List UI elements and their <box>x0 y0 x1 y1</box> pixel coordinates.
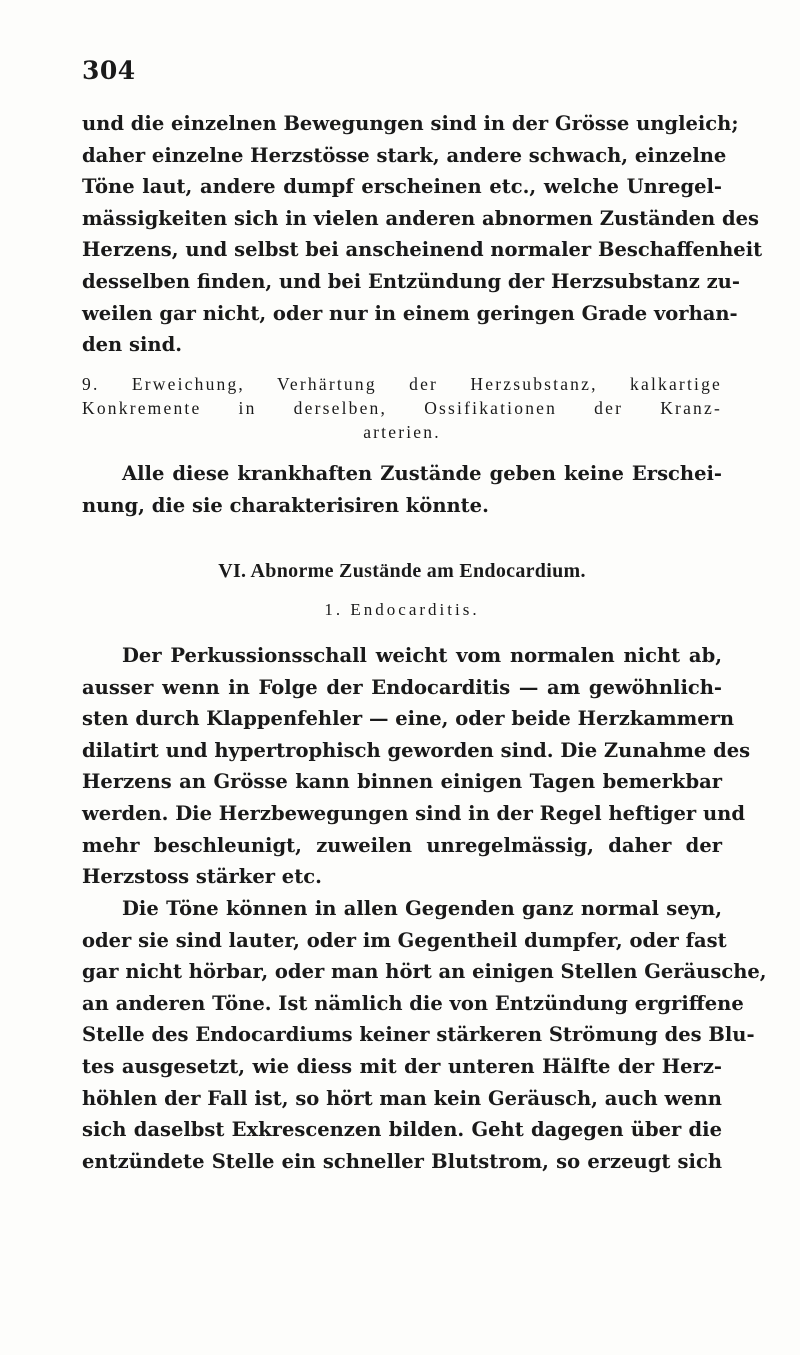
text-line: und die einzelnen Bewegungen sind in der Grösse ungleich; <box>82 112 739 135</box>
paragraph-1 <box>82 108 763 361</box>
text-line: Töne laut, andere dumpf erscheinen etc., welche Unregel- <box>82 175 722 199</box>
text-line: oder sie sind lauter, oder im Gegentheil dumpfer, oder fast <box>82 928 727 952</box>
text-line: Herzens an Grösse kann binnen einigen Tagen bemerkbar <box>82 770 722 794</box>
chapter-title: VI. Abnorme Zustände am Endocardium. <box>218 560 586 582</box>
paragraph-4 <box>82 893 767 1177</box>
text-line: daher einzelne Herzstösse stark, andere schwach, einzelne <box>82 143 727 167</box>
text-line: gar nicht hörbar, oder man hört an einigen Stellen Geräusche, <box>82 960 767 984</box>
text-line: weilen gar nicht, oder nur in einem geringen Grade vorhan- <box>82 301 738 325</box>
text-line: Die Töne können in allen Gegenden ganz normal seyn, <box>122 897 722 920</box>
text-line: tes ausgesetzt, wie diess mit der unteren Hälfte der Herz- <box>82 1054 722 1078</box>
text-line: Alle diese krankhaften Zustände geben keine Erschei- <box>122 462 722 485</box>
text-line: sten durch Klappenfehler — eine, oder beide Herzkammern <box>82 707 735 731</box>
text-line: den sind. <box>82 333 182 357</box>
page-number: 304 <box>82 56 136 85</box>
section-9-heading <box>82 372 722 444</box>
heading-line: Konkremente in derselben, Ossifikationen der Kranz- <box>82 398 722 418</box>
paragraph-3 <box>82 640 751 893</box>
text-line: entzündete Stelle ein schneller Blutstrom, so erzeugt sich <box>82 1149 722 1173</box>
heading-line: arterien. <box>363 422 441 442</box>
text-line: Herzstoss stärker etc. <box>82 865 322 889</box>
text-line: ausser wenn in Folge der Endocarditis — am gewöhnlich- <box>82 675 722 699</box>
section-subtitle: 1. Endocarditis. <box>324 600 480 619</box>
heading-line: 9. Erweichung, Verhärtung der Herzsubstanz, kalkartige <box>82 374 722 394</box>
text-line: mehr beschleunigt, zuweilen unregelmässig, daher der <box>82 833 722 857</box>
text-line: sich daselbst Exkrescenzen bilden. Geht dagegen über die <box>82 1118 722 1142</box>
text-line: an anderen Töne. Ist nämlich die von Entzündung ergriffene <box>82 991 744 1015</box>
paragraph-2 <box>82 458 722 521</box>
text-line: dilatirt und hypertrophisch geworden sind. Die Zunahme des <box>82 738 751 762</box>
text-line: Herzens, und selbst bei anscheinend normaler Beschaffenheit <box>82 238 763 262</box>
text-line: nung, die sie charakterisiren könnte. <box>82 493 489 517</box>
text-line: Stelle des Endocardiums keiner stärkeren Strömung des Blu- <box>82 1023 755 1047</box>
text-line: mässigkeiten sich in vielen anderen abnormen Zuständen des <box>82 206 759 230</box>
text-line: höhlen der Fall ist, so hört man kein Geräusch, auch wenn <box>82 1086 722 1110</box>
text-line: desselben finden, und bei Entzündung der Herzsubstanz zu- <box>82 269 740 293</box>
text-line: Der Perkussionsschall weicht vom normalen nicht ab, <box>122 644 722 667</box>
text-line: werden. Die Herzbewegungen sind in der Regel heftiger und <box>82 801 745 825</box>
